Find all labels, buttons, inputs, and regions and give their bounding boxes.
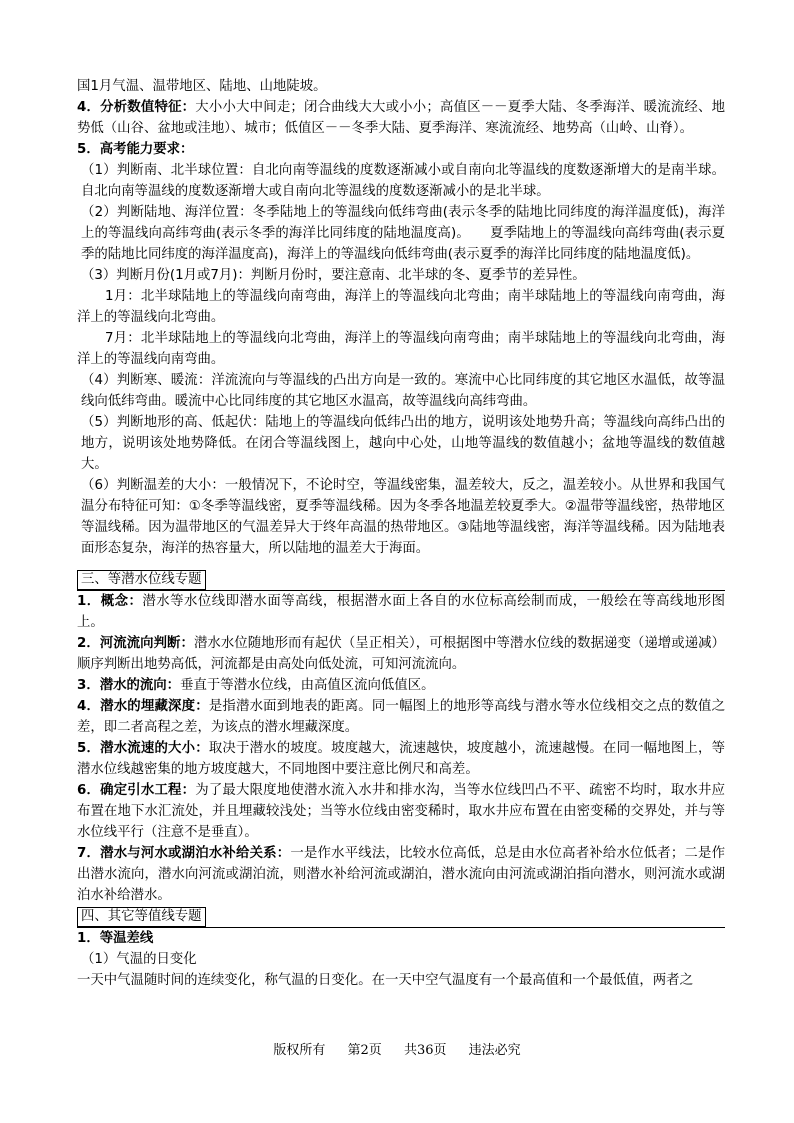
paragraph: （1）判断南、北半球位置：自北向南等温线的度数逐渐减小或自南向北等温线的度数逐渐增大的是南半球。自北向南等温线的度数逐渐增大或自南向北等温线的度数逐渐减小的是北半球。 bbox=[81, 163, 725, 199]
total-pages: 共36页 bbox=[403, 1043, 447, 1058]
section-title: 四、其它等值线专题 bbox=[77, 907, 206, 927]
section-title-row bbox=[77, 569, 725, 591]
paragraph: （5）判断地形的高、低起伏：陆地上的等温线向低纬凸出的地方，说明该处地势升高；等温线向高纬凸出的地方，说明该处地势降低。在闭合等温线图上，越向中心处，山地等温线的数值越小；盆地等温线的数值越大。 bbox=[81, 415, 725, 472]
paragraph: 2．河流流向判断：潜水水位随地形而有起伏（呈正相关），可根据图中等潜水位线的数据递变（递增或递减）顺序判断出地势高低，河流都是由高处向低处流，可知河流流向。 bbox=[77, 636, 725, 672]
document-body bbox=[77, 76, 725, 991]
paragraph: （1）气温的日变化 bbox=[81, 952, 197, 967]
subsection-heading: 1．等温差线 bbox=[77, 931, 154, 946]
paragraph: 一天中气温随时间的连续变化，称气温的日变化。在一天中空气温度有一个最高值和一个最低值，两者之 bbox=[77, 973, 693, 988]
paragraph: 5．潜水流速的大小：取决于潜水的坡度。坡度越大，流速越快，坡度越小，流速越慢。在同一幅地图上，等潜水位线越密集的地方坡度越大，不同地图中要注意比例尺和高差。 bbox=[77, 741, 726, 777]
paragraph: 6．确定引水工程：为了最大限度地使潜水流入水井和排水沟，当等水位线凹凸不平、疏密不均时，取水井应布置在地下水汇流处，并且埋藏较浅处；当等水位线由密变稀时，取水井应布置在由密变稀的交界处，并与等水位线平行（注意不是垂直）。 bbox=[77, 783, 725, 840]
paragraph: 1．概念：潜水等水位线即潜水面等高线，根据潜水面上各自的水位标高绘制而成，一般绘在等高线地形图上。 bbox=[77, 594, 725, 630]
page-number: 第2页 bbox=[347, 1043, 382, 1058]
copyright-text: 版权所有 bbox=[273, 1043, 326, 1058]
page-footer bbox=[0, 1039, 794, 1058]
warning-text: 违法必究 bbox=[468, 1043, 521, 1058]
section-title: 三、等潜水位线专题 bbox=[77, 570, 206, 590]
paragraph: （6）判断温差的大小：一般情况下，不论时空，等温线密集，温差较大，反之，温差较小。从世界和我国气温分布特征可知：①冬季等温线密，夏季等温线稀。因为冬季各地温差较夏季大。②温带等温线密，热带地区等温线稀。因为温带地区的气温差异大于终年高温的热带地区。③陆地等温线密，海洋等温线稀。因为陆地表面形态复杂，海洋的热容量大，所以陆地的温差大于海面。 bbox=[81, 478, 725, 556]
paragraph: 国1月气温、温带地区、陆地、山地陡坡。 bbox=[77, 79, 327, 94]
section-heading: 5．高考能力要求： bbox=[77, 142, 194, 157]
paragraph: （4）判断寒、暖流：洋流流向与等温线的凸出方向是一致的。寒流中心比同纬度的其它地区水温低，故等温线向低纬弯曲。暖流中心比同纬度的其它地区水温高，故等温线向高纬弯曲。 bbox=[81, 373, 725, 409]
paragraph: 1月：北半球陆地上的等温线向南弯曲，海洋上的等温线向北弯曲；南半球陆地上的等温线向南弯曲，海洋上的等温线向北弯曲。 bbox=[77, 289, 725, 325]
section-title-row bbox=[77, 906, 725, 928]
paragraph: 7．潜水与河水或湖泊水补给关系：一是作水平线法，比较水位高低，总是由水位高者补给水位低者；二是作出潜水流向，潜水向河流或湖泊流，则潜水补给河流或湖泊，潜水流向由河流或湖泊指向潜水，则河流水或湖泊水补给潜水。 bbox=[77, 846, 725, 903]
paragraph: 4．分析数值特征：大小小大中间走；闭合曲线大大或小小；高值区－－夏季大陆、冬季海洋、暖流流经、地势低（山谷、盆地或洼地）、城市；低值区－－冬季大陆、夏季海洋、寒流流经、地势高（山岭、山脊）。 bbox=[77, 100, 725, 136]
item-heading: 4．分析数值特征： bbox=[77, 100, 196, 115]
paragraph: 4．潜水的埋藏深度：是指潜水面到地表的距离。同一幅图上的地形等高线与潜水等水位线相交之点的数值之差，即二者高程之差，为该点的潜水埋藏深度。 bbox=[77, 699, 726, 735]
paragraph: 3．潜水的流向：垂直于等潜水位线，由高值区流向低值区。 bbox=[77, 678, 435, 693]
paragraph: （2）判断陆地、海洋位置：冬季陆地上的等温线向低纬弯曲(表示冬季的陆地比同纬度的海洋温度低)，海洋上的等温线向高纬弯曲(表示冬季的海洋比同纬度的陆地温度高)。 夏季陆地上的等温线向高纬弯曲(表示夏季的陆地比同纬度的海洋温度高)，海洋上的等温线向低纬弯曲(表示夏季的海洋比同纬度的陆地温度低)。 bbox=[81, 205, 725, 262]
paragraph: 7月：北半球陆地上的等温线向北弯曲，海洋上的等温线向南弯曲；南半球陆地上的等温线向北弯曲，海洋上的等温线向南弯曲。 bbox=[77, 331, 725, 367]
paragraph: （3）判断月份(1月或7月)：判断月份时，要注意南、北半球的冬、夏季节的差异性。 bbox=[81, 268, 586, 283]
